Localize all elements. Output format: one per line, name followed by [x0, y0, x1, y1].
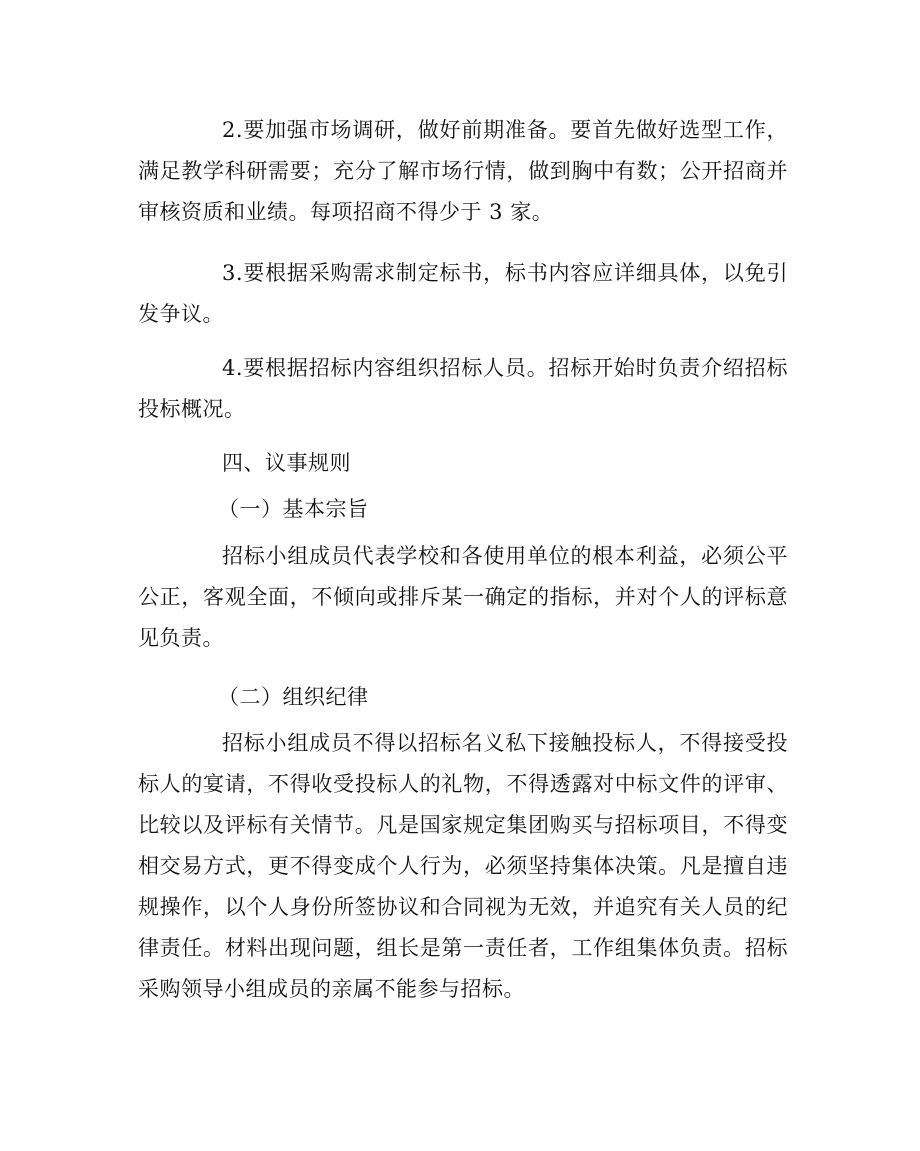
paragraph-purpose: 招标小组成员代表学校和各使用单位的根本利益，必须公平公正，客观全面，不倾向或排斥某一确定的指标，并对个人的评标意见负责。 [138, 544, 788, 650]
subsection-heading-purpose: （一）基本宗旨 [218, 497, 369, 521]
paragraph-discipline: 招标小组成员不得以招标名义私下接触投标人，不得接受投标人的宴请，不得收受投标人的礼物，不得透露对中标文件的评审、比较以及评标有关情节。凡是国家规定集团购买与招标项目，不得变相交易方式，更不得变成个人行为，必须坚持集体决策。凡是擅自违规操作，以个人身份所签协议和合同视为无效，并追究有关人员的纪律责任。材料出现问题，组长是第一责任者，工作组集体负责。招标采购领导小组成员的亲属不能参与招标。 [138, 731, 788, 1001]
subsection-heading-discipline: （二）组织纪律 [218, 685, 369, 709]
paragraph-tender-document: 3.要根据采购需求制定标书，标书内容应详细具体，以免引发争议。 [138, 261, 788, 326]
paragraph-tender-staff: 4.要根据招标内容组织招标人员。招标开始时负责介绍招标投标概况。 [138, 356, 788, 421]
section-heading-rules: 四、议事规则 [222, 451, 351, 475]
paragraph-market-research: 2.要加强市场调研，做好前期准备。要首先做好选型工作，满足教学科研需要；充分了解市场行情，做到胸中有数；公开招商并审核资质和业绩。每项招商不得少于 3 家。 [138, 118, 788, 224]
